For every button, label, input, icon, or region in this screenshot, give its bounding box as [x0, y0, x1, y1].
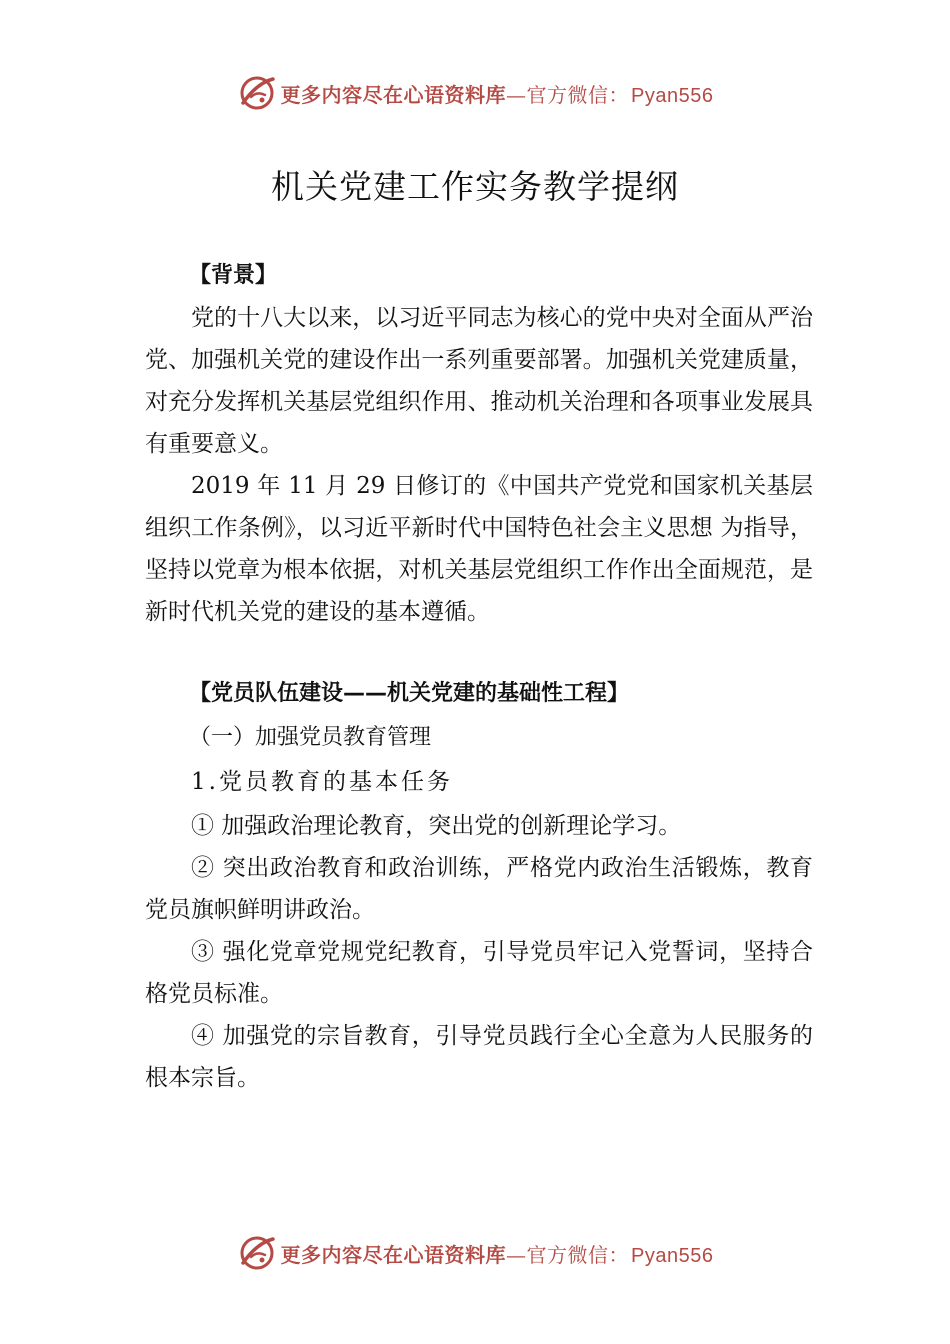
- document-body: [145, 255, 813, 1099]
- footer-banner: [0, 1228, 950, 1278]
- item-title: 1.党员教育的基本任务: [191, 769, 453, 795]
- paragraph: 党的十八大以来，以习近平同志为核心的党中央对全面从严治党、加强机关党的建设作出一系列重要部署。加强机关党建质量，对充分发挥机关基层党组织作用、推动机关治理和各项事业发展具有重要意义。: [145, 305, 813, 457]
- banner-official-label: 官方微信：: [526, 1242, 630, 1267]
- subsection-heading: （一）加强党员教育管理: [189, 725, 432, 750]
- section-heading-background: 【背景】: [189, 263, 278, 288]
- list-item: ① 加强政治理论教育，突出党的创新理论学习。: [191, 813, 682, 839]
- banner-main-text: 更多内容尽在心语资料库: [280, 82, 507, 107]
- banner-dash: —: [506, 1242, 527, 1267]
- brand-logo-icon: [237, 73, 277, 113]
- banner-text: [281, 1239, 714, 1268]
- banner-text: [281, 79, 714, 108]
- list-item: ③ 强化党章党规党纪教育，引导党员牢记入党誓词，坚持合格党员标准。: [145, 939, 813, 1007]
- section-heading-party-members: 【党员队伍建设——机关党建的基础性工程】: [189, 681, 630, 706]
- banner-official-label: 官方微信：: [526, 82, 630, 107]
- document-title: 机关党建工作实务教学提纲: [271, 167, 679, 206]
- brand-logo-icon: [237, 1233, 277, 1273]
- section-spacer: [145, 633, 813, 673]
- paragraph: 2019 年 11 月 29 日修订的《中国共产党党和国家机关基层组织工作条例》，以习近平新时代中国特色社会主义思想 为指导，坚持以党章为根本依据，对机关基层党组织工作作出全面规范，是新时代机关党的建设的基本遵循。: [145, 473, 813, 625]
- banner-wechat-id: Pyan556: [631, 84, 714, 107]
- header-banner: [0, 68, 950, 118]
- list-item: ② 突出政治教育和政治训练，严格党内政治生活锻炼，教育党员旗帜鲜明讲政治。: [145, 855, 813, 923]
- list-item: ④ 加强党的宗旨教育，引导党员践行全心全意为人民服务的根本宗旨。: [145, 1023, 813, 1091]
- banner-main-text: 更多内容尽在心语资料库: [280, 1242, 507, 1267]
- banner-dash: —: [506, 82, 527, 107]
- banner-wechat-id: Pyan556: [631, 1244, 714, 1267]
